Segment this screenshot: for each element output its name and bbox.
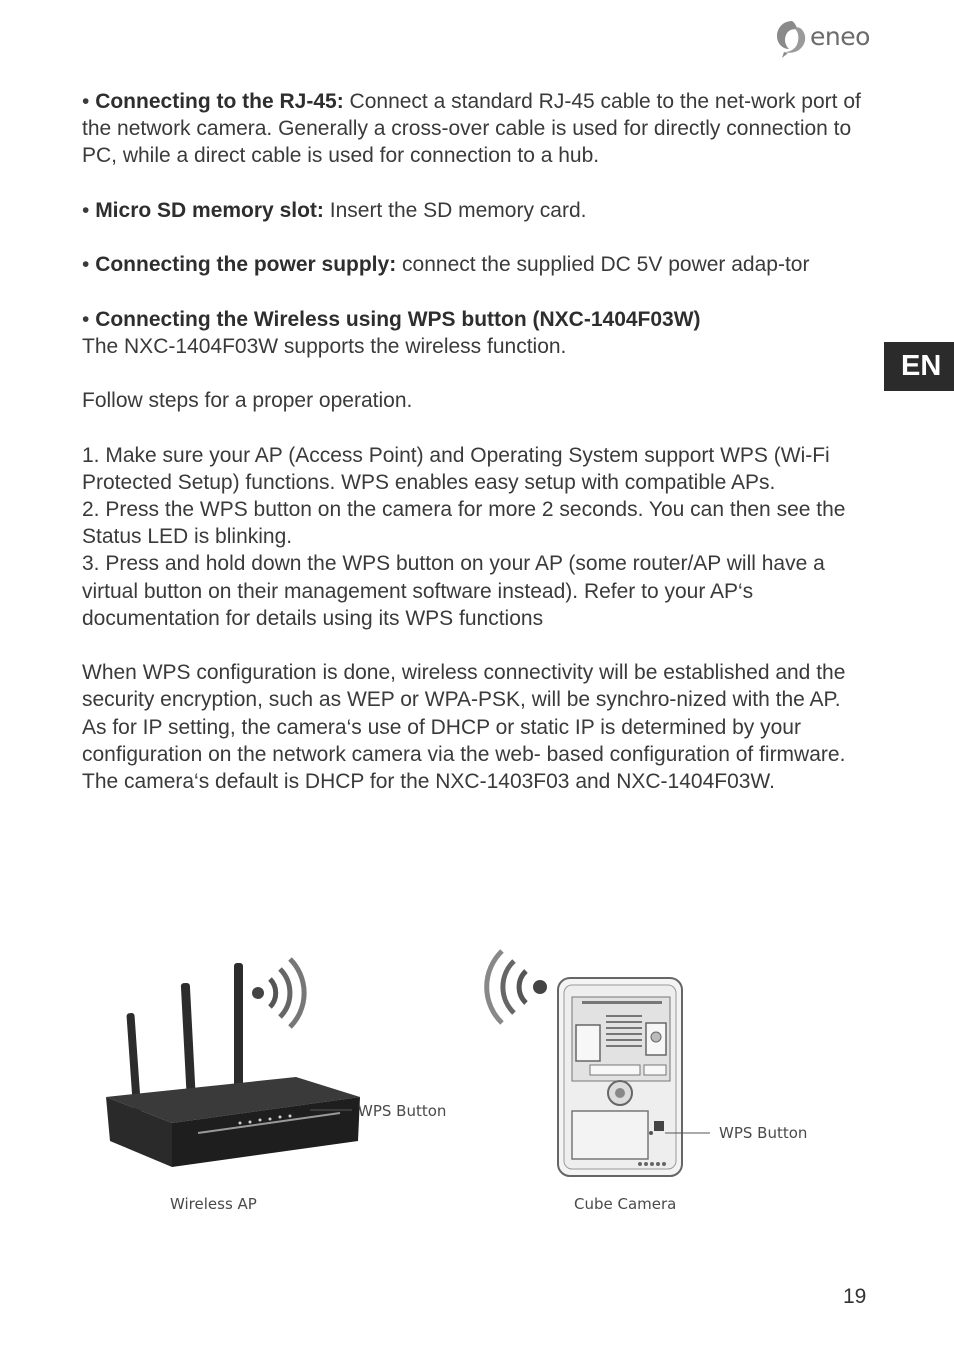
wps-illustration xyxy=(90,945,850,1235)
camera-wps-button-label: WPS Button xyxy=(719,1124,808,1142)
camera-signal-icon xyxy=(487,951,547,1023)
rj45-text: Connect a standard RJ-45 cable to the net-work port of the network camera. Generally a cross-over cable is used for directly connection to PC, while a direct cable is used for connection to a hub. xyxy=(82,90,861,168)
router-wps-button-label: WPS Button xyxy=(358,1102,447,1120)
power-text: connect the supplied DC 5V power adap-tor xyxy=(402,253,810,277)
page-number: 19 xyxy=(843,1285,867,1308)
language-tab[interactable]: EN xyxy=(884,342,954,391)
router-caption: Wireless AP xyxy=(170,1195,257,1213)
wps-label: Connecting the Wireless using WPS button (NXC-1404F03W) xyxy=(95,307,701,331)
ip-setting-paragraph: As for IP setting, the camera‘s use of DHCP or static IP is determined by your configuration on the network camera via the web- based configuration of firmware. The camera‘s default is DHCP for the NXC-1403F03 and NXC-1404F03W. xyxy=(82,715,846,793)
sd-paragraph: • Micro SD memory slot: Insert the SD memory card. xyxy=(82,198,587,222)
wps-step-3: 3. Press and hold down the WPS button on your AP (some router/AP will have a virtual button on their management software instead). Refer to your AP‘s documentation for details using its WPS functions xyxy=(82,552,825,630)
sd-label: Micro SD memory slot: xyxy=(95,198,324,222)
page-content xyxy=(82,88,876,795)
wps-done-paragraph: When WPS configuration is done, wireless connectivity will be established and the security encryption, such as WEP or WPA-PSK, will be synchro-nized with the AP. xyxy=(82,661,846,712)
camera-caption: Cube Camera xyxy=(574,1195,677,1213)
power-label: Connecting the power supply: xyxy=(95,253,397,277)
wps-step-2: 2. Press the WPS button on the camera for more 2 seconds. You can then see the Status LED is blinking. xyxy=(82,497,846,549)
wps-step-1: 1. Make sure your AP (Access Point) and Operating System support WPS (Wi-Fi Protected Setup) functions. WPS enables easy setup with compatible APs. xyxy=(82,443,830,494)
cube-camera-image xyxy=(487,951,710,1176)
eneo-logo xyxy=(774,18,884,62)
rj45-paragraph: • Connecting to the RJ-45: Connect a standard RJ-45 cable to the net-work port of the network camera. Generally a cross-over cable is used for directly connection to PC, while a direct cable is used for connection to a hub. xyxy=(82,90,861,168)
wps-follow: Follow steps for a proper operation. xyxy=(82,389,413,413)
rj45-label: Connecting to the RJ-45: xyxy=(95,90,344,113)
wps-heading: • Connecting the Wireless using WPS button (NXC-1404F03W) xyxy=(82,307,701,331)
wps-illustration-svg xyxy=(90,945,850,1235)
router-signal-icon xyxy=(252,959,304,1027)
eneo-logo-icon xyxy=(774,18,810,60)
wps-intro: The NXC-1404F03W supports the wireless function. xyxy=(82,334,567,358)
sd-text: Insert the SD memory card. xyxy=(329,198,587,222)
logo-text: eneo xyxy=(810,22,870,51)
power-paragraph: • Connecting the power supply: connect the supplied DC 5V power adap-tor xyxy=(82,253,810,277)
wireless-router-image xyxy=(106,959,360,1167)
